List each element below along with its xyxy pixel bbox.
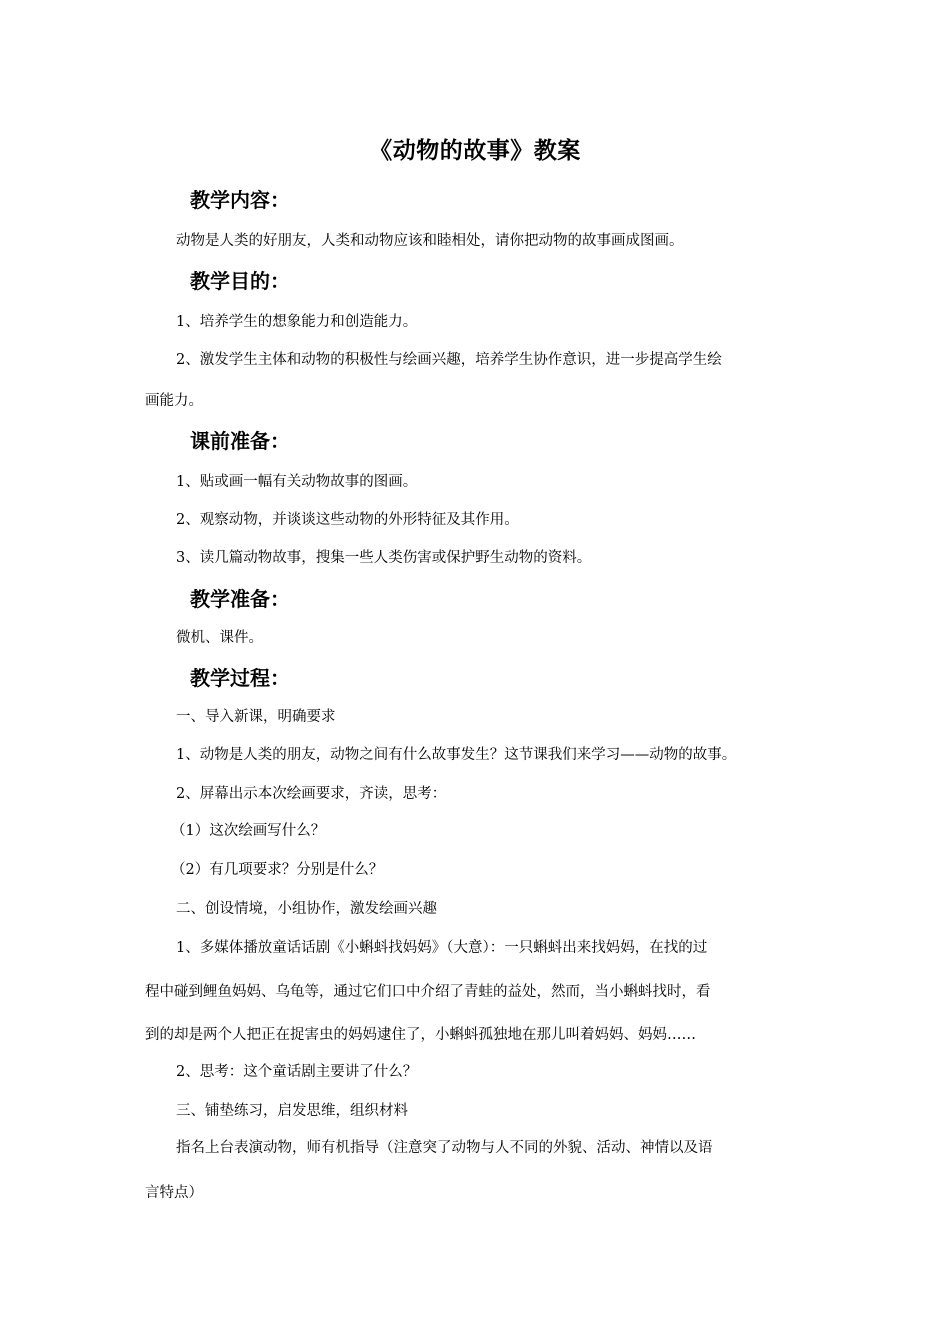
process-line-1: 一、导入新课，明确要求 bbox=[176, 709, 336, 725]
prep-item-1: 1、贴或画一幅有关动物故事的图画。 bbox=[176, 474, 418, 490]
process-line-7: 1、多媒体播放童话话剧《小蝌蚪找妈妈》（大意）：一只蝌蚪出来找妈妈，在找的过 bbox=[176, 940, 708, 956]
process-line-9: 到的却是两个人把正在捉害虫的妈妈逮住了，小蝌蚪孤独地在那儿叫着妈妈、妈妈…… bbox=[145, 1027, 696, 1043]
section-heading-materials: 教学准备： bbox=[190, 587, 290, 611]
section-heading-process: 教学过程： bbox=[190, 666, 290, 690]
process-line-13: 言特点） bbox=[145, 1185, 203, 1201]
process-line-5: （2）有几项要求？分别是什么？ bbox=[171, 862, 384, 878]
content-paragraph: 动物是人类的好朋友，人类和动物应该和睦相处，请你把动物的故事画成图画。 bbox=[176, 233, 684, 249]
section-heading-goals: 教学目的： bbox=[190, 269, 290, 293]
section-heading-content: 教学内容： bbox=[190, 188, 290, 212]
process-line-12: 指名上台表演动物，师有机指导（注意突了动物与人不同的外貌、活动、神情以及语 bbox=[176, 1140, 713, 1156]
prep-item-3: 3、读几篇动物故事，搜集一些人类伤害或保护野生动物的资料。 bbox=[176, 550, 592, 566]
section-heading-prep: 课前准备： bbox=[190, 429, 290, 453]
process-line-3: 2、屏幕出示本次绘画要求，齐读，思考： bbox=[176, 786, 447, 802]
process-line-11: 三、铺垫练习，启发思维，组织材料 bbox=[176, 1103, 408, 1119]
goals-item-2-continued: 画能力。 bbox=[145, 393, 203, 409]
materials-text: 微机、课件。 bbox=[176, 630, 263, 646]
process-line-6: 二、创设情境，小组协作，激发绘画兴趣 bbox=[176, 901, 437, 917]
goals-item-2: 2、激发学生主体和动物的积极性与绘画兴趣，培养学生协作意识，进一步提高学生绘 bbox=[176, 352, 722, 368]
goals-item-1: 1、培养学生的想象能力和创造能力。 bbox=[176, 314, 418, 330]
document-title: 《动物的故事》教案 bbox=[369, 138, 581, 164]
process-line-8: 程中碰到鲤鱼妈妈、乌龟等，通过它们口中介绍了青蛙的益处，然而，当小蝌蚪找时，看 bbox=[145, 984, 711, 1000]
process-line-4: （1）这次绘画写什么？ bbox=[171, 823, 326, 839]
process-line-2: 1、动物是人类的朋友，动物之间有什么故事发生？这节课我们来学习——动物的故事。 bbox=[176, 747, 737, 763]
prep-item-2: 2、观察动物，并谈谈这些动物的外形特征及其作用。 bbox=[176, 512, 519, 528]
process-line-10: 2、思考：这个童话剧主要讲了什么？ bbox=[176, 1064, 418, 1080]
